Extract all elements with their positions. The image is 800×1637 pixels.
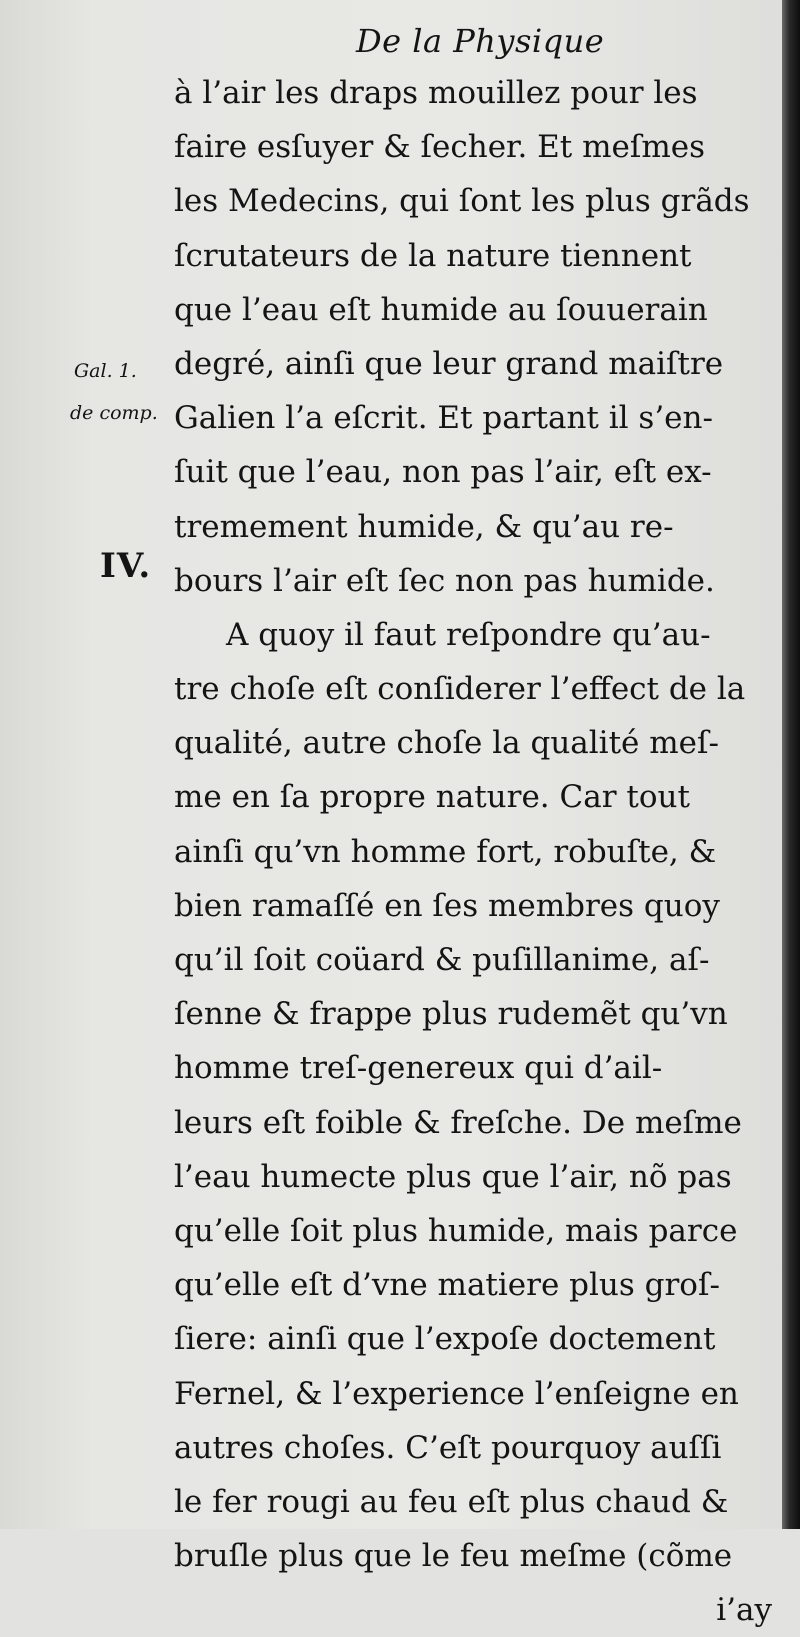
text-line: bruſle plus que le feu meſme (cõme — [174, 1538, 733, 1575]
text-line: homme treſ-genereux qui d’ail- — [174, 1050, 663, 1087]
text-line: qu’elle ſoit plus humide, mais parce — [174, 1212, 738, 1249]
text-line: A quoy il faut reſpondre qu’au- — [226, 616, 711, 653]
text-line: autres choſes. C’eſt pourquoy auſſi — [174, 1429, 722, 1466]
text-line: tre choſe eſt conſiderer l’effect de la — [174, 671, 746, 708]
text-line: bours l’air eſt ſec non pas humide. — [174, 562, 715, 599]
text-line: me en ſa propre nature. Car tout — [174, 779, 690, 816]
body-text — [174, 66, 772, 1637]
text-line: à l’air les draps mouillez pour les — [174, 75, 698, 111]
text-line: que l’eau eſt humide au ſouuerain — [174, 291, 708, 328]
text-line: Fernel, & l’experience l’enſeigne en — [174, 1375, 739, 1412]
text-line: Galien l’a eſcrit. Et partant il s’en- — [174, 400, 713, 437]
section-number: IV. — [100, 546, 152, 586]
text-line: faire esſuyer & ſecher. Et meſmes — [174, 129, 705, 166]
margin-citation-line-1: Gal. 1. — [74, 360, 137, 382]
book-spine-shadow — [782, 0, 800, 1529]
text-line: qu’il ſoit coüard & puſillanime, aſ- — [174, 942, 710, 978]
text-line: qu’elle eſt d’vne matiere plus groſ- — [174, 1267, 720, 1304]
catchword: i’ay — [716, 1592, 772, 1629]
text-line: ſuit que l’eau, non pas l’air, eſt ex- — [174, 454, 712, 491]
margin-citation-line-2: de comp. — [70, 402, 158, 424]
text-line: l’eau humecte plus que l’air, nõ pas — [174, 1158, 732, 1195]
text-line: degré, ainſi que leur grand maiſtre — [174, 345, 724, 382]
running-head: De la Physique — [356, 22, 605, 60]
text-line: ſiere: ainſi que l’expoſe doctement — [174, 1321, 716, 1358]
text-line: ſenne & frappe plus rudemẽt qu’vn — [174, 996, 728, 1033]
text-line: leurs eſt foible & freſche. De meſme — [174, 1104, 742, 1141]
text-line: ſcrutateurs de la nature tiennent — [174, 237, 692, 274]
text-line: le fer rougi au feu eſt plus chaud & — [174, 1483, 729, 1520]
text-line: les Medecins, qui ſont les plus grãds — [174, 183, 750, 220]
text-line: ainſi qu’vn homme fort, robuſte, & — [174, 833, 717, 870]
text-line: tremement humide, & qu’au re- — [174, 508, 674, 545]
text-line: qualité, autre choſe la qualité meſ- — [174, 725, 719, 762]
text-line: bien ramaſſé en ſes membres quoy — [174, 887, 720, 924]
